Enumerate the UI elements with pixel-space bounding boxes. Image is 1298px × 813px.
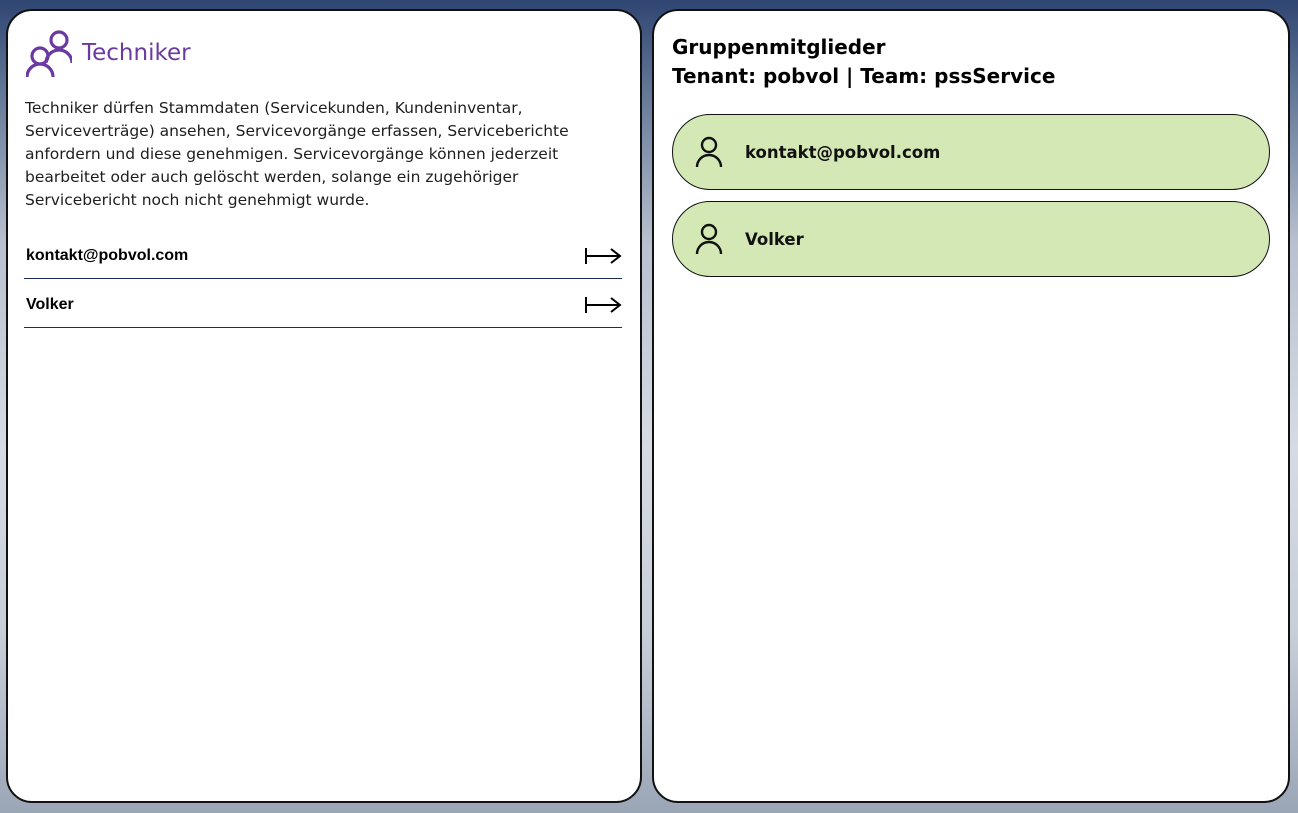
role-header: [26, 29, 191, 77]
role-member-name: kontakt@pobvol.com: [26, 247, 189, 264]
role-member-name: Volker: [26, 296, 74, 313]
role-member-row[interactable]: [24, 279, 622, 328]
group-member-card[interactable]: [672, 114, 1270, 190]
person-icon: [695, 136, 723, 168]
role-member-list: [24, 230, 622, 328]
group-member-name: kontakt@pobvol.com: [745, 142, 941, 162]
group-members-title: [672, 33, 1055, 91]
group-members-heading: Gruppenmitglieder: [672, 35, 886, 59]
users-group-icon: [26, 29, 72, 77]
arrow-to-right-icon[interactable]: [584, 295, 622, 315]
role-member-row[interactable]: [24, 230, 622, 279]
role-title: Techniker: [82, 40, 191, 66]
person-icon: [695, 223, 723, 255]
role-panel: [6, 9, 642, 803]
role-description: Techniker dürfen Stammdaten (Servicekunden, Kundeninventar, Serviceverträge) ansehen, Servicevorgänge erfassen, Serviceberichte anfordern und diese genehmigen. Servicevorgänge können jederzeit bearbeitet oder auch gelöscht werden, solange ein zugehöriger Servicebericht noch nicht genehmigt wurde.: [25, 99, 569, 209]
arrow-to-right-icon[interactable]: [584, 246, 622, 266]
group-members-panel: [652, 9, 1290, 803]
tenant-team-label: Tenant: pobvol | Team: pssService: [672, 64, 1056, 88]
group-member-name: Volker: [745, 229, 804, 249]
group-member-card[interactable]: [672, 201, 1270, 277]
